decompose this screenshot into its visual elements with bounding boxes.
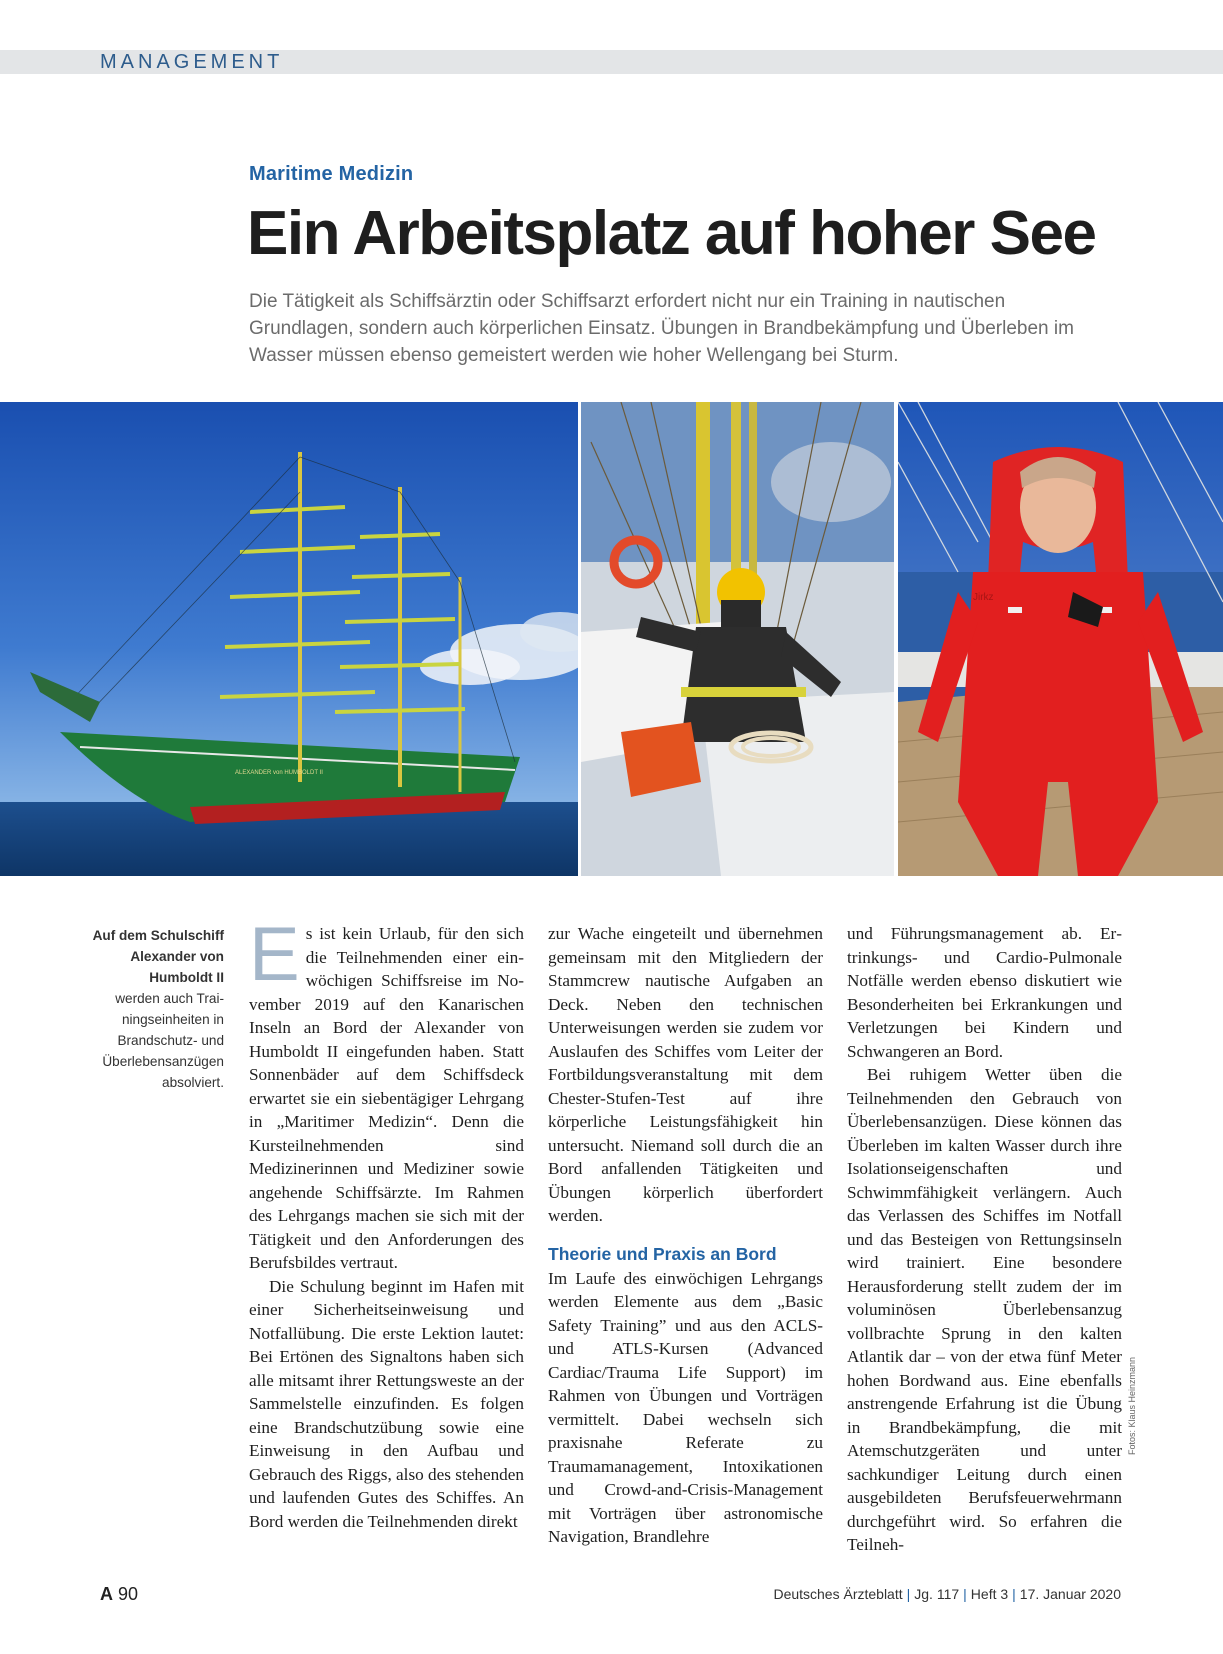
headline: Ein Arbeitsplatz auf hoher See [247,199,1096,268]
page-letter: A [100,1584,113,1604]
footer-separator: | [1012,1586,1016,1602]
page-number-value: 90 [118,1584,139,1604]
photo-strip [0,402,1223,876]
ship-name-text: ALEXANDER von HUMBOLDT II [235,770,323,776]
journal-issue: Heft 3 [970,1586,1009,1602]
journal-volume: Jg. 117 [914,1586,960,1602]
body-paragraph [249,912,524,1275]
body-paragraph: Bei ruhigem Wetter üben die Teilnehmenden den Gebrauch von Überlebensanzügen. Diese können das Überleben im kalten Wasser durch ihre Isolationseigenschaften und Schwimmfähigkeit verlängern. Auch das Verlassen des Schiffes im Notfall und das Besteigen von Rettungsinseln wird trainiert. Eine besondere Herausforderung stellt zudem der im voluminösen Überlebensanzug vollbrachte Sprung in den kalten Atlantik dar – von der etwa fünf Meter hohen Bordwand aus. Eine ebenfalls anstrengende Erfahrung ist die Übung in Brandbekämpfung, die mit Atemschutzgeräten und unter sachkundiger Leitung durch einen ausgebildeten Berufsfeuerwehrmann durchgeführt wird. So erfahren die Teilneh- [847,1065,1122,1554]
journal-footer [773,1586,1121,1602]
footer-separator: | [906,1586,911,1602]
ship-photo [0,402,578,876]
firefighter-photo [581,402,894,876]
journal-name: Deutsches Ärzteblatt [773,1586,903,1602]
body-paragraph: zur Wache eingeteilt und übernehmen gemeinsam mit den Mitgliedern der Stammcrew nautische Aufgaben an Deck. Neben den technischen Unterweisungen werden sie zudem vor Auslaufen des Schiffes vom Leiter der Fortbildungsveranstaltung mit dem Chester-Stufen-Test auf ihre körperliche Leistungsfähigkeit hin untersucht. Niemand soll durch die an Bord anfallenden Tätigkeiten und Übungen körperlich überfordert werden. [548,924,823,1225]
footer-separator: | [963,1586,967,1602]
caption-text: werden auch Trainingseinheiten in Brandschutz- und Überlebensanzügen absolviert. [102,991,224,1090]
lead-paragraph: Die Tätigkeit als Schiffsärztin oder Schiffsarzt erfordert nicht nur ein Training in nautischen Grundlagen, sondern auch körperlichen Einsatz. Übungen in Brandbekämpfung und Überleben im Wasser müssen ebenso gemeistert werden wie hoher Wellengang bei Sturm. [249,291,1074,366]
section-label: MANAGEMENT [100,51,284,73]
drop-cap: E [249,912,300,997]
body-column-3 [847,922,1122,1557]
suit-text: Jirkz [973,592,994,603]
photo-caption [86,925,224,1093]
body-paragraph: Die Schulung beginnt im Hafen mit einer Sicherheitseinweisung und Notfallübung. Die erste Lektion lautet: Bei Ertönen des Signaltons haben sich alle mitsamt ihrer Rettungsweste an der Sammelstelle einzufinden. Es folgen eine Brandschutzübung sowie eine Einweisung in den Aufbau und Gebrauch des Riggs, also des stehenden und laufenden Gutes des Schiffes. An Bord werden die Teilnehmenden direkt [249,1276,524,1531]
paragraph-text: s ist kein Urlaub, für den sich die Teilnehmenden einer einwöchigen Schiffsreise im November 2019 auf den Kanarischen Inseln an Bord der Alexander von Humboldt II eingefunden haben. Statt Sonnenbäder auf dem Schiffsdeck erwartet sie ein siebentägiger Lehrgang in „Maritimer Medizin“. Denn die Kursteilnehmenden sind Medizinerinnen und Mediziner sowie angehende Schiffsärzte. Im Rahmen des Lehrgangs machen sie sich mit der Tätigkeit und den Anforderungen des Berufsbildes vertraut. [249,924,524,1272]
journal-date: 17. Januar 2020 [1019,1586,1121,1602]
body-paragraph: Im Laufe des einwöchigen Lehrgangs werden Elemente aus dem „Basic Safety Training” und aus den ACLS- und ATLS-Kursen (Advanced Cardiac/Trauma Life Support) im Rahmen von Übungen und Vorträgen vermittelt. Dabei wechseln sich praxisnahe Referate zu Traumamanagement, Intoxikationen und Crowd-and-Crisis-Management mit Vorträgen über astronomische Navigation, Brandlehre [548,1268,823,1546]
caption-lead: Auf dem Schulschiff Alexander von Humboldt II [92,928,224,985]
page-number [100,1584,138,1605]
kicker: Maritime Medizin [249,163,414,185]
survival-suit-photo [898,402,1223,876]
body-column-1 [249,912,524,1533]
body-column-2 [548,922,823,1549]
photo-credit: Fotos: Klaus Heinzmann [1127,1356,1137,1455]
subheading: Theorie und Praxis an Bord [548,1243,777,1264]
body-paragraph: und Führungsmanagement ab. Ertrinkungs- und Cardio-Pulmonale Notfälle werden ebenso diskutiert wie Besonderheiten bei Erkrankungen und Verletzungen bei Kindern und Schwangeren an Bord. [847,924,1122,1061]
